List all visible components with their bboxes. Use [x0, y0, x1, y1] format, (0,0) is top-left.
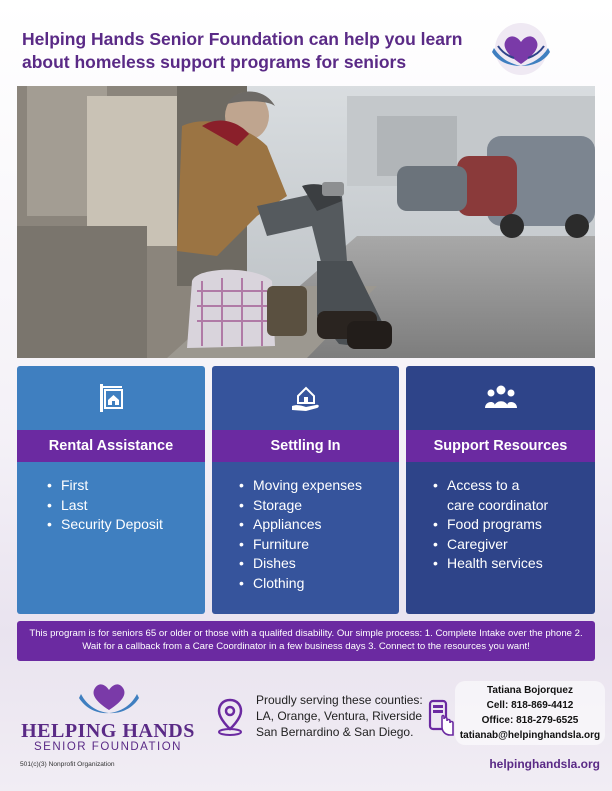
- list-item: • Appliances: [239, 515, 389, 535]
- website-link[interactable]: helpinghandsla.org: [489, 757, 600, 771]
- brand-name: HELPING HANDS: [21, 720, 195, 742]
- list-item: • Moving expenses: [239, 476, 389, 496]
- list-item: • Caregiver: [433, 535, 585, 555]
- list-item: • Health services: [433, 554, 585, 574]
- contact-office: Office: 818-279-6525: [481, 715, 579, 726]
- counties-line: Proudly serving these counties:: [256, 693, 423, 707]
- list-item: • First: [47, 476, 195, 496]
- house-hand-icon: [290, 382, 322, 414]
- list-item: • Storage: [239, 496, 389, 516]
- card-list: [47, 476, 195, 535]
- street-scene-illustration: [17, 86, 595, 358]
- process-banner: This program is for seniors 65 or older or those with a qualifed disability. Our simple process: 1. Complete Intake over the phone 2. Wait for a callback from a Care Coordinator in a few business days 3. Connect to the resources you want!: [17, 621, 595, 661]
- card-title: Support Resources: [406, 430, 595, 462]
- page-headline: Helping Hands Senior Foundation can help you learn about homeless support programs for seniors: [22, 29, 463, 72]
- counties-text: [256, 692, 426, 740]
- list-item: • Last: [47, 496, 195, 516]
- contact-name: Tatiana Bojorquez: [487, 685, 573, 696]
- house-sign-icon: [96, 382, 126, 414]
- list-item: • Food programs: [433, 515, 585, 535]
- program-cards: [17, 366, 595, 614]
- location-pin-icon: [214, 697, 246, 737]
- heart-hands-logo-icon: [78, 676, 140, 718]
- contact-card: [455, 681, 605, 745]
- card-list: [239, 476, 389, 594]
- card-title: Rental Assistance: [17, 430, 205, 462]
- hero-photo: [17, 86, 595, 358]
- counties-line: San Bernardino & San Diego.: [256, 725, 414, 739]
- contact-email[interactable]: tatianab@helpinghandsla.org: [459, 730, 601, 741]
- list-item: • Security Deposit: [47, 515, 195, 535]
- people-group-icon: [484, 382, 518, 412]
- list-item: • Furniture: [239, 535, 389, 555]
- heart-hands-logo-icon: [486, 22, 556, 76]
- card-settling-in: [212, 366, 399, 614]
- card-title: Settling In: [212, 430, 399, 462]
- card-rental-assistance: [17, 366, 205, 614]
- contact-cell: Cell: 818-869-4412: [486, 700, 574, 711]
- card-list: [433, 476, 585, 574]
- brand-block: [20, 676, 196, 774]
- nonprofit-label: 501(c)(3) Nonprofit Organization: [20, 761, 115, 768]
- list-item: • Clothing: [239, 574, 389, 594]
- list-item: • Dishes: [239, 554, 389, 574]
- list-item: care coordinator: [447, 496, 549, 513]
- card-support-resources: [406, 366, 595, 614]
- phone-hand-icon: [426, 697, 454, 737]
- counties-line: LA, Orange, Ventura, Riverside: [256, 709, 423, 723]
- brand-subtitle: SENIOR FOUNDATION: [34, 741, 182, 753]
- list-item: • Access to a: [433, 476, 585, 496]
